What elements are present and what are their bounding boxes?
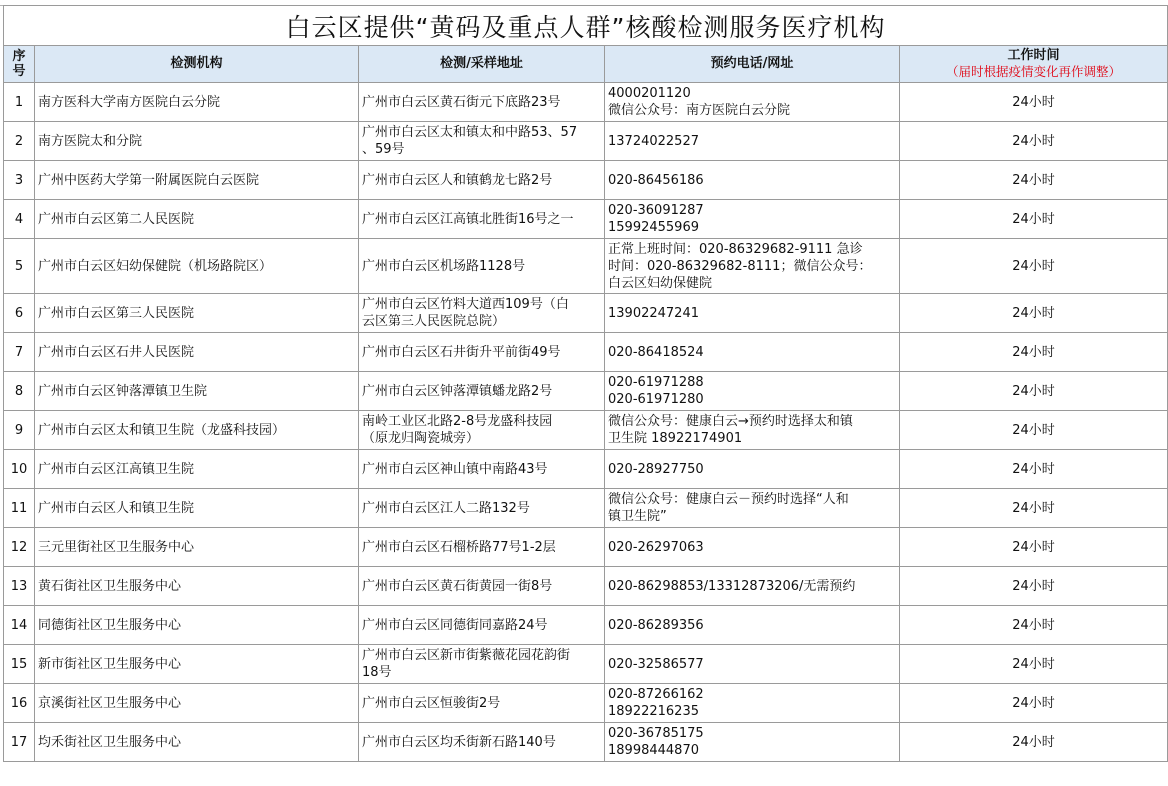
cell-index[interactable]: 14 <box>4 606 35 645</box>
address-line: 广州市白云区石榴桥路77号1-2层 <box>362 539 556 555</box>
header-index-line-2: 号 <box>12 64 26 79</box>
contact-line: 13724022527 <box>608 133 699 149</box>
cell-contact[interactable] <box>605 567 900 606</box>
cell-contact[interactable] <box>605 372 900 411</box>
sheet-title: 白云区提供“黄码及重点人群”核酸检测服务医疗机构 <box>4 6 1168 46</box>
table-row <box>4 684 1168 723</box>
contact-line: 微信公众号：南方医院白云分院 <box>608 103 791 118</box>
address-line: 18号 <box>362 665 392 680</box>
contact-line: 020-86289356 <box>608 617 704 633</box>
cell-hours[interactable]: 24小时 <box>900 567 1168 606</box>
cell-address[interactable] <box>359 239 605 294</box>
cell-contact[interactable] <box>605 294 900 333</box>
table-row <box>4 645 1168 684</box>
contact-line: 020-28927750 <box>608 461 704 477</box>
contact-line: 卫生院 18922174901 <box>608 431 743 446</box>
contact-line: 正常上班时间：020-86329682-9111 急诊 <box>608 241 863 257</box>
cell-hours[interactable]: 24小时 <box>900 528 1168 567</box>
cell-address[interactable] <box>359 161 605 200</box>
address-line: 广州市白云区机场路1128号 <box>362 258 526 274</box>
contact-line: 020-61971288 <box>608 375 704 390</box>
contact-line: 020-36785175 <box>608 726 704 741</box>
table-row <box>4 606 1168 645</box>
cell-address[interactable] <box>359 606 605 645</box>
cell-hours[interactable]: 24小时 <box>900 411 1168 450</box>
cell-index[interactable]: 1 <box>4 83 35 122</box>
cell-address[interactable] <box>359 567 605 606</box>
contact-line: 020-87266162 <box>608 687 704 702</box>
cell-institution[interactable]: 广州市白云区石井人民医院 <box>35 333 359 372</box>
cell-address[interactable] <box>359 528 605 567</box>
cell-index[interactable]: 11 <box>4 489 35 528</box>
cell-address[interactable] <box>359 122 605 161</box>
cell-hours[interactable]: 24小时 <box>900 372 1168 411</box>
cell-institution[interactable]: 均禾街社区卫生服务中心 <box>35 723 359 762</box>
cell-index[interactable]: 13 <box>4 567 35 606</box>
address-line: 广州市白云区江高镇北胜街16号之一 <box>362 211 574 227</box>
cell-hours[interactable]: 24小时 <box>900 333 1168 372</box>
contact-line: 020-61971280 <box>608 392 704 407</box>
cell-address[interactable] <box>359 333 605 372</box>
cell-address[interactable] <box>359 489 605 528</box>
cell-institution[interactable]: 三元里街社区卫生服务中心 <box>35 528 359 567</box>
address-line: 、59号 <box>362 142 405 157</box>
cell-contact[interactable] <box>605 684 900 723</box>
contact-line: 13902247241 <box>608 305 699 321</box>
cell-institution[interactable]: 广州市白云区第三人民医院 <box>35 294 359 333</box>
cell-contact[interactable] <box>605 239 900 294</box>
cell-address[interactable] <box>359 723 605 762</box>
contact-line: 18998444870 <box>608 743 699 758</box>
table-row <box>4 200 1168 239</box>
cell-institution[interactable]: 新市街社区卫生服务中心 <box>35 645 359 684</box>
cell-address[interactable] <box>359 294 605 333</box>
contact-line: 4000201120 <box>608 86 691 101</box>
table-row <box>4 723 1168 762</box>
header-index <box>4 46 35 83</box>
cell-index[interactable]: 7 <box>4 333 35 372</box>
header-hours <box>900 46 1168 83</box>
cell-contact[interactable] <box>605 411 900 450</box>
table-row <box>4 528 1168 567</box>
cell-hours[interactable]: 24小时 <box>900 723 1168 762</box>
cell-contact[interactable] <box>605 606 900 645</box>
cell-index[interactable]: 2 <box>4 122 35 161</box>
cell-index[interactable]: 16 <box>4 684 35 723</box>
header-index-line-1: 序 <box>12 49 26 64</box>
cell-index[interactable]: 12 <box>4 528 35 567</box>
cell-index[interactable]: 17 <box>4 723 35 762</box>
table-body <box>4 83 1168 762</box>
cell-institution[interactable]: 南方医院太和分院 <box>35 122 359 161</box>
cell-institution[interactable]: 黄石街社区卫生服务中心 <box>35 567 359 606</box>
table-row <box>4 372 1168 411</box>
contact-line: 微信公众号：健康白云－预约时选择“人和 <box>608 492 849 507</box>
cell-contact[interactable] <box>605 122 900 161</box>
address-line: 广州市白云区竹料大道西109号（白 <box>362 297 569 312</box>
contact-line: 020-86298853/13312873206/无需预约 <box>608 578 856 594</box>
cell-hours[interactable]: 24小时 <box>900 645 1168 684</box>
cell-contact[interactable] <box>605 489 900 528</box>
table-row <box>4 239 1168 294</box>
cell-index[interactable]: 6 <box>4 294 35 333</box>
table-row <box>4 567 1168 606</box>
cell-institution[interactable]: 广州市白云区江高镇卫生院 <box>35 450 359 489</box>
cell-address[interactable] <box>359 684 605 723</box>
table-row <box>4 83 1168 122</box>
contact-line: 020-32586577 <box>608 656 704 672</box>
contact-line: 020-86456186 <box>608 172 704 188</box>
cell-index[interactable]: 10 <box>4 450 35 489</box>
cell-hours[interactable]: 24小时 <box>900 684 1168 723</box>
table-row <box>4 489 1168 528</box>
header-row <box>4 46 1168 83</box>
table-row <box>4 450 1168 489</box>
address-line: 广州市白云区新市街紫薇花园花韵街 <box>362 648 571 663</box>
cell-hours[interactable]: 24小时 <box>900 122 1168 161</box>
institution-table <box>3 5 1168 762</box>
address-line: 南岭工业区北路2-8号龙盛科技园 <box>362 414 553 429</box>
cell-index[interactable]: 8 <box>4 372 35 411</box>
cell-institution[interactable]: 广州市白云区太和镇卫生院（龙盛科技园） <box>35 411 359 450</box>
table-row <box>4 161 1168 200</box>
cell-index[interactable]: 9 <box>4 411 35 450</box>
contact-line: 020-36091287 <box>608 203 704 218</box>
cell-institution[interactable]: 京溪街社区卫生服务中心 <box>35 684 359 723</box>
cell-index[interactable]: 5 <box>4 239 35 294</box>
header-institution: 检测机构 <box>35 46 359 83</box>
address-line: （原龙归陶瓷城旁） <box>362 431 480 446</box>
address-line: 广州市白云区人和镇鹤龙七路2号 <box>362 172 553 188</box>
address-line: 广州市白云区神山镇中南路43号 <box>362 461 548 477</box>
address-line: 广州市白云区同德街同嘉路24号 <box>362 617 548 633</box>
address-line: 广州市白云区黄石街黄园一街8号 <box>362 578 553 594</box>
cell-hours[interactable]: 24小时 <box>900 161 1168 200</box>
header-contact: 预约电话/网址 <box>605 46 900 83</box>
table-row <box>4 411 1168 450</box>
cell-hours[interactable]: 24小时 <box>900 489 1168 528</box>
cell-hours[interactable]: 24小时 <box>900 200 1168 239</box>
cell-institution[interactable]: 同德街社区卫生服务中心 <box>35 606 359 645</box>
cell-institution[interactable]: 广州市白云区钟落潭镇卫生院 <box>35 372 359 411</box>
cell-address[interactable] <box>359 200 605 239</box>
cell-index[interactable]: 15 <box>4 645 35 684</box>
contact-line: 镇卫生院” <box>608 509 667 524</box>
cell-address[interactable] <box>359 411 605 450</box>
cell-hours[interactable]: 24小时 <box>900 239 1168 294</box>
cell-address[interactable] <box>359 372 605 411</box>
address-line: 广州市白云区钟落潭镇蟠龙路2号 <box>362 383 553 399</box>
table-row <box>4 294 1168 333</box>
cell-address[interactable] <box>359 450 605 489</box>
table-row <box>4 333 1168 372</box>
cell-contact[interactable] <box>605 450 900 489</box>
cell-institution[interactable]: 广州市白云区妇幼保健院（机场路院区） <box>35 239 359 294</box>
cell-hours[interactable]: 24小时 <box>900 606 1168 645</box>
address-line: 云区第三人民医院总院） <box>362 314 506 329</box>
address-line: 广州市白云区均禾街新石路140号 <box>362 734 556 750</box>
contact-line: 020-26297063 <box>608 539 704 555</box>
address-line: 广州市白云区恒骏街2号 <box>362 695 501 711</box>
address-line: 广州市白云区江人二路132号 <box>362 500 530 516</box>
cell-institution[interactable]: 广州市白云区第二人民医院 <box>35 200 359 239</box>
cell-contact[interactable] <box>605 333 900 372</box>
cell-hours[interactable]: 24小时 <box>900 294 1168 333</box>
contact-line: 15992455969 <box>608 220 699 235</box>
cell-institution[interactable]: 南方医科大学南方医院白云分院 <box>35 83 359 122</box>
header-hours-note: （届时根据疫情变化再作调整） <box>946 64 1122 79</box>
cell-contact[interactable] <box>605 83 900 122</box>
header-hours-label: 工作时间 <box>1007 48 1060 63</box>
address-line: 广州市白云区太和镇太和中路53、57 <box>362 125 578 140</box>
contact-line: 18922216235 <box>608 704 699 719</box>
cell-address[interactable] <box>359 83 605 122</box>
contact-line: 时间：020-86329682-8111；微信公众号： <box>608 258 872 274</box>
header-address: 检测/采样地址 <box>359 46 605 83</box>
cell-institution[interactable]: 广州市白云区人和镇卫生院 <box>35 489 359 528</box>
cell-contact[interactable] <box>605 200 900 239</box>
cell-index[interactable]: 4 <box>4 200 35 239</box>
cell-address[interactable] <box>359 645 605 684</box>
cell-index[interactable]: 3 <box>4 161 35 200</box>
cell-contact[interactable] <box>605 645 900 684</box>
cell-contact[interactable] <box>605 723 900 762</box>
cell-contact[interactable] <box>605 528 900 567</box>
address-line: 广州市白云区石井街升平前街49号 <box>362 344 561 360</box>
contact-line: 微信公众号：健康白云→预约时选择太和镇 <box>608 414 853 429</box>
cell-contact[interactable] <box>605 161 900 200</box>
contact-line: 020-86418524 <box>608 344 704 360</box>
cell-institution[interactable]: 广州中医药大学第一附属医院白云医院 <box>35 161 359 200</box>
table-row <box>4 122 1168 161</box>
cell-hours[interactable]: 24小时 <box>900 450 1168 489</box>
cell-hours[interactable]: 24小时 <box>900 83 1168 122</box>
address-line: 广州市白云区黄石街元下底路23号 <box>362 94 561 110</box>
contact-line: 白云区妇幼保健院 <box>608 275 713 291</box>
